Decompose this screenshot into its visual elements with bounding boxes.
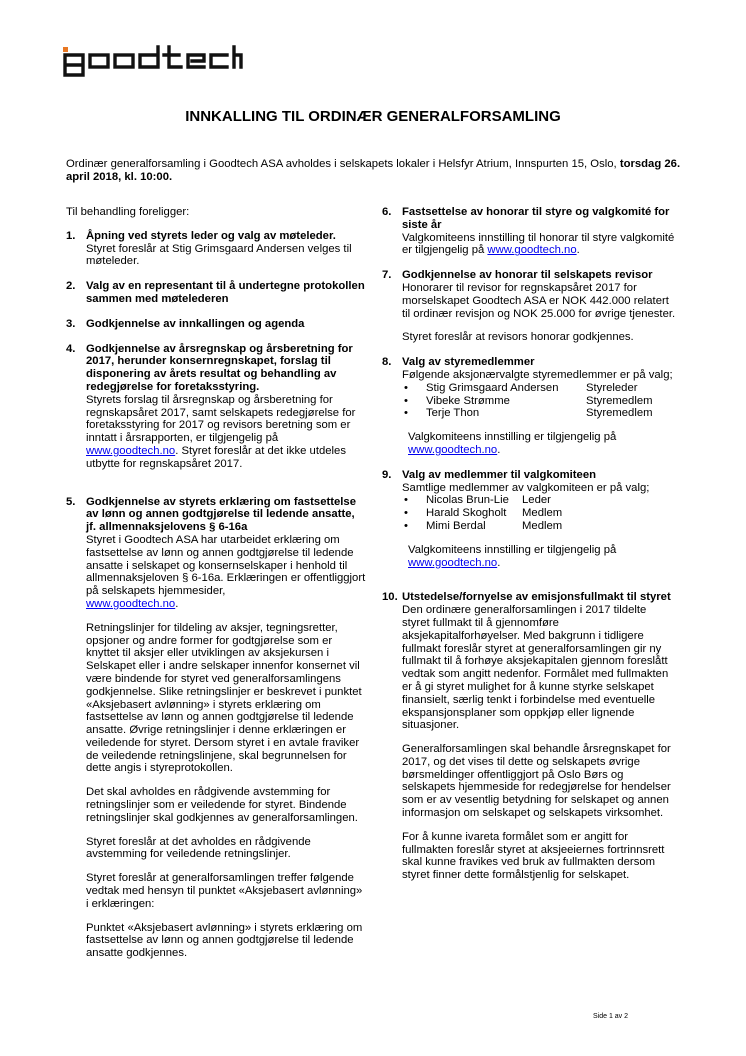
- item-number: 7.: [382, 269, 392, 282]
- item-heading: Godkjennelse av innkallingen og agenda: [86, 317, 305, 330]
- bullet: •: [404, 519, 408, 532]
- intro-text: Ordinær generalforsamling i Goodtech ASA avholdes i selskapets lokaler i Helsfyr Atrium, Innspurten 15, Oslo,: [66, 158, 620, 170]
- item-heading: Utstedelse/fornyelse av emisjonsfullmakt til styret: [402, 591, 671, 604]
- item-text: Styret foreslår at det avholdes en rådgivende avstemming for veiledende retningslinjer.: [86, 835, 311, 861]
- text-span: Styrets forslag til årsregnskap og årsberetning for regnskapsåret 2017, samt selskapets redegjørelse for foretaksstyring for 2017 og revisors beretning som er inntatt i årsrapporten, er tilgjengelig på: [86, 393, 356, 445]
- member-role: Leder: [522, 494, 551, 507]
- item-text: Honorarer til revisor for regnskapsåret 2017 for morselskapet Goodtech ASA er NOK 442.000 relatert til ordinær revisjon og NOK 25.000 for øvrige tjenester.: [402, 281, 676, 320]
- bullet: •: [404, 394, 408, 407]
- member-name: Nicolas Brun-Lie: [426, 494, 509, 507]
- item-heading: Godkjennelse av honorar til selskapets revisor: [402, 269, 653, 282]
- item-text: [86, 534, 366, 611]
- item-number: 1.: [66, 229, 76, 242]
- agenda-item-10: [382, 591, 677, 882]
- goodtech-link[interactable]: www.goodtech.no: [86, 597, 176, 610]
- bullet: •: [404, 381, 408, 394]
- goodtech-link[interactable]: www.goodtech.no: [408, 443, 498, 456]
- intro-paragraph: [66, 158, 686, 184]
- item-note: [408, 544, 677, 570]
- agenda-item-2: [66, 280, 366, 306]
- item-number: 3.: [66, 317, 76, 330]
- page-number: Side 1 av 2: [593, 1013, 629, 1020]
- list-item: [402, 395, 677, 408]
- agenda-item-8: [382, 356, 677, 457]
- goodtech-logo: [63, 45, 243, 81]
- item-text: Den ordinære generalforsamlingen i 2017 tildelte styret fullmakt til å gjennomføre aksjekapitalforhøyelser. Med bakgrunn i tidligere fullmakt foreslår styret at generalforsamlingen gir ny fullmakt til å forhøye aksjekapitalen gjennom foreslått vedtak som angitt nedenfor. Formålet med fullmakten er å gi styret mulighet for å kunne styrke selskapet finansielt, særlig tenkt i forbindelse med eventuelle ekspansjonsplaner som oppkjøp eller lignende situasjoner.: [402, 604, 669, 732]
- member-name: Vibeke Strømme: [426, 394, 510, 407]
- goodtech-link[interactable]: www.goodtech.no: [86, 444, 176, 457]
- bullet: •: [404, 507, 408, 520]
- agenda-item-6: [382, 206, 677, 257]
- member-name: Mimi Berdal: [426, 519, 486, 532]
- member-role: Styremedlem: [586, 394, 653, 407]
- agenda-item-1: [66, 230, 366, 268]
- item-text: Generalforsamlingen skal behandle årsregnskapet for 2017, og det vises til dette og selskapets øvrige børsmeldinger offentliggjort på Oslo Børs og selskapets hjemmeside for redegjørelse for hendelser som er av vesentlig betydning for selskapet og annen informasjon om selskapet og selskapets virksomhet.: [402, 743, 671, 820]
- item-text: Følgende aksjonærvalgte styremedlemmer er på valg;: [402, 368, 673, 381]
- item-text: Styret foreslår at generalforsamlingen treffer følgende vedtak med hensyn til punktet «Aksjebasert avlønning» i erklæringen:: [86, 872, 363, 910]
- agenda-item-5: [66, 496, 366, 961]
- goodtech-link[interactable]: www.goodtech.no: [487, 244, 577, 257]
- goodtech-link[interactable]: www.goodtech.no: [408, 556, 498, 569]
- list-item: [402, 507, 677, 520]
- text-span: Valgkomiteens innstilling er tilgjengelig på: [408, 543, 617, 556]
- member-role: Medlem: [522, 519, 563, 532]
- text-span: Styret i Goodtech ASA har utarbeidet erklæring om fastsettelse av lønn og annen godtgjørelse til ledende ansatte i selskapet og konsernselskaper i henhold til allmennaksjeloven § 6-16a. Erklæringen er offentliggjort på selskapets hjemmesider,: [86, 533, 366, 598]
- list-item: [402, 520, 677, 533]
- item-text: Styret foreslår at Stig Grimsgaard Andersen velges til møteleder.: [86, 242, 352, 268]
- list-item: [402, 382, 677, 395]
- item-heading: Valg av medlemmer til valgkomiteen: [402, 468, 597, 481]
- agenda-item-9: [382, 469, 677, 570]
- item-text: For å kunne ivareta formålet som er angitt for fullmakten foreslår styret at aksjeeiernes fortrinnsrett skal kunne fravikes ved bruk av fullmakten dersom styret finner dette formålstjenlig for selskapet.: [402, 830, 665, 882]
- item-heading: Fastsettelse av honorar til styre og valgkomité for siste år: [402, 206, 670, 231]
- item-note: [408, 431, 677, 457]
- item-text: [86, 394, 366, 471]
- text-span: Valgkomiteens innstilling er tilgjengelig på: [408, 431, 617, 444]
- item-number: 2.: [66, 280, 76, 293]
- item-heading: Godkjennelse av styrets erklæring om fastsettelse av lønn og annen godtgjørelse til ledende ansatte, jf. allmennaksjelovens § 6-16a: [86, 495, 356, 534]
- member-name: Stig Grimsgaard Andersen: [426, 381, 559, 394]
- item-number: 4.: [66, 342, 76, 355]
- member-role: Medlem: [522, 507, 563, 520]
- item-heading: Godkjennelse av årsregnskap og årsberetning for 2017, herunder konsernregnskapet, forslag til disponering av årets resultat og behandling av redegjørelse for foretaksstyring.: [86, 342, 353, 393]
- right-column: [382, 206, 677, 894]
- agenda-item-3: [66, 318, 366, 331]
- agenda-lead: Til behandling foreligger:: [66, 206, 190, 218]
- item-text: Punktet «Aksjebasert avlønning» i styrets erklæring om fastsettelse av lønn og annen godtgjørelse til ledende ansatte godkjennes.: [86, 921, 363, 960]
- member-role: Styremedlem: [586, 407, 653, 420]
- item-heading: Valg av styremedlemmer: [402, 356, 535, 369]
- item-text: Det skal avholdes en rådgivende avstemming for retningslinjer som er veiledende for styret. Bindende retningslinjer skal godkjennes av generalforsamlingen.: [86, 786, 358, 824]
- agenda-item-4: [66, 343, 366, 471]
- item-number: 10.: [382, 591, 398, 604]
- item-number: 8.: [382, 356, 392, 369]
- text-span: .: [576, 244, 580, 257]
- intro-date: torsdag 26. april 2018, kl. 10:00.: [66, 158, 681, 183]
- item-text: Styret foreslår at revisors honorar godkjennes.: [402, 331, 634, 344]
- left-column: [66, 206, 366, 972]
- list-item: [402, 494, 677, 507]
- bullet: •: [404, 494, 408, 507]
- item-text: Retningslinjer for tildeling av aksjer, tegningsretter, opsjoner og andre former for godtgjørelse som er knyttet til aksjer eller utviklingen av aksjekursen i Selskapet eller i andre selskaper innenfor konsernet vil være bindende for styret ved generalforsamlingens godkjennelse. Slike retningslinjer er beskrevet i punktet «Aksjebasert avlønning» i styrets erklæring om fastsettelse av lønn og annen godtgjørelse til ledende ansatte. Øvrige retningslinjer i denne erklæringen er veiledende for styret. Dersom styret i en avtale fraviker de veiledende retningslinjene, skal begrunnelsen for dette angis i styreprotokollen.: [86, 621, 362, 775]
- member-role: Styreleder: [586, 381, 638, 394]
- item-number: 5.: [66, 495, 76, 508]
- member-name: Terje Thon: [426, 407, 480, 420]
- document-title: INNKALLING TIL ORDINÆR GENERALFORSAMLING: [185, 108, 561, 125]
- text-span: .: [175, 597, 179, 610]
- agenda-item-7: [382, 269, 677, 344]
- item-text: [402, 232, 677, 258]
- text-span: . Styret foreslår at det ikke utdeles utbytte for regnskapsåret 2017.: [86, 444, 346, 470]
- text-span: .: [497, 443, 501, 456]
- item-text: Samtlige medlemmer av valgkomiteen er på valg;: [402, 481, 650, 494]
- item-heading: Valg av en representant til å undertegne protokollen sammen med møtelederen: [86, 280, 365, 305]
- item-number: 9.: [382, 468, 392, 481]
- item-number: 6.: [382, 206, 392, 218]
- list-item: [402, 407, 677, 420]
- item-heading: Åpning ved styrets leder og valg av møteleder.: [86, 229, 336, 242]
- text-span: .: [497, 556, 501, 569]
- member-name: Harald Skogholt: [426, 507, 507, 520]
- text-span: Valgkomiteens innstilling til honorar til styre valgkomité er tilgjengelig på: [402, 231, 675, 257]
- bullet: •: [404, 407, 408, 420]
